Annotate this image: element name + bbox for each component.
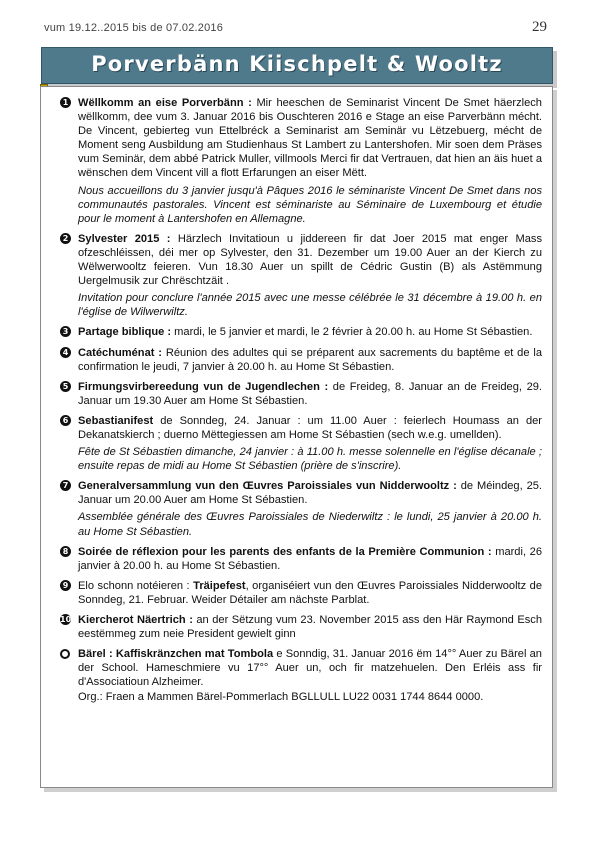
item-label: Wëllkomm an eise Porverbänn : <box>78 97 252 109</box>
item-text: de Freideg, 8. Januar an de Freideg, 29. Januar um 19.30 Auer am Home St Sébastien. <box>78 380 542 407</box>
numbered-bullet-icon: 9 <box>60 580 71 591</box>
announcement-list <box>60 96 542 711</box>
item-label: Träipefest <box>193 579 246 592</box>
item-prefix-text: Elo schonn notéieren : <box>78 579 194 592</box>
item-text: mardi, le 5 janvier et mardi, le 2 février à 20.00 h. au Home St Sébastien. <box>171 326 533 339</box>
item-french-text: Fête de St Sébastien dimanche, 24 janvier : à 11.00 h. messe solennelle en l'église décanale ; ensuite repas de midi au Home St Sébastien (prière de s'inscrire). <box>78 446 542 473</box>
item-label: Sylvester 2015 : <box>78 232 171 245</box>
item-label: Kiercherot Näertrich : <box>78 614 193 626</box>
list-item <box>60 325 542 339</box>
list-item <box>60 414 542 473</box>
list-item <box>60 380 542 408</box>
item-text: mardi, 26 janvier à 20.00 h. au Home St Sébastien. <box>78 545 543 572</box>
list-item <box>60 346 542 374</box>
item-french-text: Assemblée générale des Œuvres Paroissiales de Niederwiltz : le lundi, 25 janvier à 20.00 h. au Home St Sébastien. <box>78 511 542 538</box>
numbered-bullet-icon: 7 <box>60 480 71 491</box>
item-label: Firmungsvirbereedung vun de Jugendlechen : <box>78 380 329 393</box>
banner-title: Porverbänn Kiischpelt & Wooltz <box>91 52 503 76</box>
page-number: 29 <box>532 19 547 35</box>
numbered-bullet-icon: 5 <box>60 381 71 392</box>
list-item <box>60 96 542 226</box>
list-item <box>60 647 542 704</box>
item-label: Partage biblique : <box>78 326 172 339</box>
item-text: de Sonndeg, 24. Januar : um 11.00 Auer : feierlech Houmass an der Dekanatskierch ; duerno Mëttegiessen am Home St Sébastien (sech w.e.g. umellden). <box>78 414 542 441</box>
item-text: Réunion des adultes qui se préparent aux sacrements du baptême et de la confirmation le jeudi, 7 janvier à 20.00 h. au Home St Sébastien. <box>78 346 542 373</box>
item-text: , organiséiert vun den Œuvres Paroissiales Nidderwooltz de Sonndeg, 21. Februar. Weider Détailer am nächste Parblat. <box>78 579 543 606</box>
page-header <box>0 18 603 40</box>
numbered-bullet-icon: 3 <box>60 326 71 337</box>
list-item <box>60 232 542 320</box>
numbered-bullet-icon: 10 <box>60 615 72 624</box>
item-text: Härzlech Invitatioun u jiddereen fir dat Joer 2015 mat enger Mass ofzeschléissen, déi mer op Sylvester, den 31. Dezember um 19.00 Auer an der Kierch zu Wëlwerwooltz feieren. Vun 18.30 Auer un spillt de Cédric Gustin (B) als Astëmmung Uergelmusik zur Chrëschtzäit . <box>78 232 542 288</box>
numbered-bullet-icon: 1 <box>60 97 71 108</box>
numbered-bullet-icon: 2 <box>60 233 71 244</box>
date-range: vum 19.12..2015 bis de 07.02.2016 <box>44 22 224 34</box>
item-label: Soirée de réflexion pour les parents des enfants de la Première Communion : <box>78 545 492 558</box>
numbered-bullet-icon: 4 <box>60 347 71 358</box>
item-text: an der Sëtzung vum 23. November 2015 ass den Här Raymond Esch eestëmmeg zum neie President gewielt ginn <box>78 614 542 641</box>
list-item <box>60 545 542 573</box>
item-label: Sebastianifest <box>78 414 154 427</box>
ring-bullet-icon <box>60 649 70 659</box>
list-item <box>60 613 542 641</box>
section-banner <box>41 47 553 84</box>
item-french-text: Nous accueillons du 3 janvier jusqu'à Pâques 2016 le séminariste Vincent De Smet dans nos communautés pastorales. Vincent est séminariste au Séminaire de Luxembourg et étudie pour le moment à Lantershofen en Allemagne. <box>78 184 542 225</box>
numbered-bullet-icon: 6 <box>60 415 71 426</box>
list-item <box>60 479 542 538</box>
item-label: Generalversammlung vun den Œuvres Paroissiales vun Nidderwooltz : <box>78 480 457 493</box>
item-organizer-text: Org.: Fraen a Mammen Bärel-Pommerlach BGLLULL LU22 0031 1744 8644 0000. <box>78 691 484 704</box>
numbered-bullet-icon: 8 <box>60 546 71 557</box>
item-label: Catéchuménat : <box>78 346 162 359</box>
item-text: Mir heeschen de Seminarist Vincent De Smet häerzlech wëllkomm, dee vum 3. Januar 2016 bis Ouschteren 2016 e Stage an eise Parverbänn mécht. De Vincent, gebierteg vun Ettelbréck a Seminarist am Seminär vu Lëtzebuerg, mécht de Moment seng Ausbildung am Studienhaus St Lambert zu Lantershofen. Mir soen dem Präses vum Seminär, dem abbé Patrick Muller, villmools Merci fir dat Vertrauen, dat hien an äis huet a wënschen dem Vincent vill a flott Erfarungen an eiser Mëtt. <box>78 97 542 180</box>
item-text: e Sonndig, 31. Januar 2016 ëm 14°° Auer zu Bärel an der School. Hameschmiere vu 17°° Auer un, och fir matzehuelen. Den Erléis ass fir d'Associatioun Alzheimer. <box>78 648 542 689</box>
list-item <box>60 579 542 607</box>
item-label: Bärel : Kaffiskränzchen mat Tombola <box>78 648 274 661</box>
item-text: de Méindeg, 25. Januar um 20.00 Auer am Home St Sébastien. <box>78 480 542 507</box>
item-french-text: Invitation pour conclure l'année 2015 avec une messe célébrée le 31 décembre à 19.00 h. en l'église de Wilwerwiltz. <box>78 292 542 319</box>
